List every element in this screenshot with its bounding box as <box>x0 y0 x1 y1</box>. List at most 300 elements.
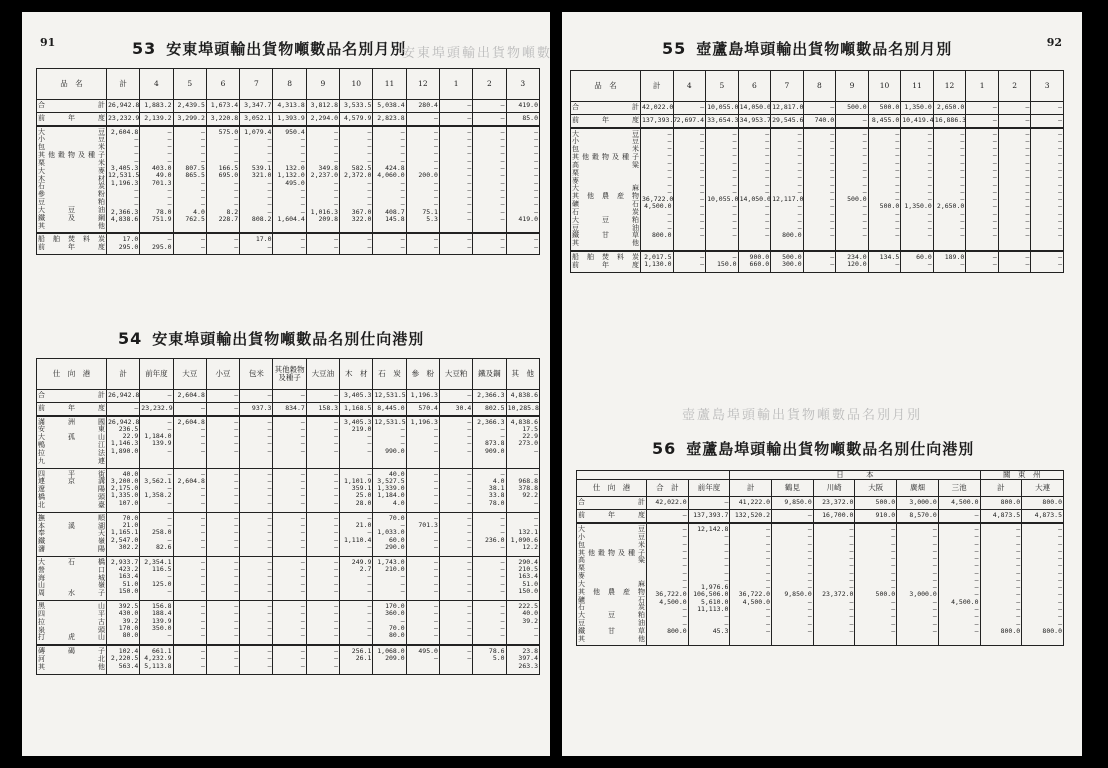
table-54 <box>36 358 540 675</box>
row-label: 滿 洲 國 安 東 大 孤 山 鴨 江 拉 法 九 連 <box>37 416 107 468</box>
table-cell: 3,405.3 219.0 — — — <box>340 416 373 468</box>
table-cell: — 295.0 <box>140 233 173 254</box>
table-cell: — <box>803 102 836 115</box>
table-cell: 4,873.5 <box>980 510 1022 523</box>
table-cell: 2,604.8 — — — — <box>173 416 206 468</box>
bleed-through-text: 安東埠頭輸出貨物噸數 <box>402 46 553 61</box>
table-cell: 33,654.3 <box>706 114 739 127</box>
table-cell: 392.5 430.0 39.2 170.0 80.0 <box>107 601 140 646</box>
group-header-cell: 關 東 州 <box>980 471 1064 480</box>
table-cell: 800.0 <box>980 497 1022 510</box>
table-cell: 2,604.8 — — — — 3,405.3 12,531.5 1,196.3 — — — 2,366.3 4,838.6 <box>107 126 140 234</box>
table-cell: — — — — — <box>306 512 339 556</box>
table-cell: 1,196.3 <box>406 390 439 403</box>
column-header: 2 <box>473 69 506 100</box>
table-cell: 2,439.5 <box>173 100 206 113</box>
table-cell: — <box>1031 114 1064 127</box>
table-cell: 4,838.6 17.5 22.9 273.0 — <box>506 416 539 468</box>
table-title-text: 安東埠頭輸出貨物噸數品名別仕向港別 <box>152 330 425 348</box>
table-cell: 8,570.0 <box>897 510 939 523</box>
column-header: 9 <box>836 71 869 102</box>
column-header: 前年度 <box>688 480 730 497</box>
row-label: 大 豆 小 豆 包 米 其他穀物及種子 高 粱 栗 麥 大 麻 其他農産物 礦 石 石 炭 大 豆 粕 豆 油 鐵 甘 草 其 他 <box>577 523 647 646</box>
table-cell: 16,700.0 <box>813 510 855 523</box>
table-row <box>37 233 540 254</box>
table-cell: — — — — — — — — — 36,722.0 4,500.0 — — — 800.0 <box>641 128 674 251</box>
right-page <box>562 12 1082 756</box>
table-cell: 78.6 5.0 <box>473 645 506 674</box>
table-cell: 1,196.3 — — — — <box>406 416 439 468</box>
column-header: 大阪 <box>855 480 897 497</box>
column-header: 3 <box>1031 71 1064 102</box>
table-cell: — — — — — — — — — — — — — <box>473 126 506 234</box>
column-header: 10 <box>340 69 373 100</box>
table-cell: 85.0 <box>506 112 539 125</box>
table-cell: — <box>439 112 472 125</box>
row-label: 大 石 橋 營 口 海 城 山 嶺 周 水 子 <box>37 556 107 600</box>
column-header: 包米 <box>240 359 273 390</box>
row-label: 合 計 <box>37 390 107 403</box>
table-cell: 170.0 360.0 — 70.0 80.0 <box>373 601 406 646</box>
table-cell: 500.0 <box>855 497 897 510</box>
table-cell: — — — — — <box>406 468 439 512</box>
column-header: 計 <box>107 69 140 100</box>
column-header: 大豆油 <box>306 359 339 390</box>
column-header: 計 <box>641 71 674 102</box>
page-number: 91 <box>40 36 56 49</box>
table-cell: 3,533.5 <box>340 100 373 113</box>
column-header: 大豆粕 <box>439 359 472 390</box>
table-cell: — — — — — — — — — — 2,650.0 — — — — <box>933 128 966 251</box>
table-cell: — — — — — — 200.0 — — — — 75.1 5.3 <box>406 126 439 234</box>
table-cell: — — — — — <box>206 468 239 512</box>
table-cell: 834.7 <box>273 402 306 415</box>
table-row <box>37 126 540 234</box>
table-cell: — — — — — <box>306 601 339 646</box>
column-header: 鐵及鋼 <box>473 359 506 390</box>
table-cell: — — — — — <box>439 512 472 556</box>
table-row <box>37 390 540 403</box>
table-cell: 70.0 21.0 1,165.1 2,547.0 302.2 <box>107 512 140 556</box>
table-cell: 10,419.4 <box>901 114 934 127</box>
table-cell: — — <box>273 233 306 254</box>
table-cell: — — — — — <box>273 556 306 600</box>
table-cell: — — — — — — — — — 14,050.0 — — — — — <box>738 128 771 251</box>
table-cell: 2,823.8 <box>373 112 406 125</box>
column-header: 鶴見 <box>772 480 814 497</box>
table-cell: — 1,101.9 359.1 25.0 28.0 <box>340 468 373 512</box>
table-56-title <box>652 438 974 459</box>
column-header: 12 <box>933 71 966 102</box>
table-cell: 3,405.3 <box>340 390 373 403</box>
table-cell: 910.0 <box>855 510 897 523</box>
table-cell: 495.0 — <box>406 645 439 674</box>
table-cell: — — — — — <box>473 601 506 646</box>
column-header: 11 <box>373 69 406 100</box>
table-cell: 42,022.0 <box>647 497 689 510</box>
table-cell: 3,299.2 <box>173 112 206 125</box>
table-cell: 900.0 660.0 <box>738 251 771 272</box>
table-cell: 23,232.9 <box>107 112 140 125</box>
column-header: 參 粉 <box>406 359 439 390</box>
table-cell: — — — — — <box>206 512 239 556</box>
table-cell: 3,347.7 <box>240 100 273 113</box>
table-cell: 2,366.3 <box>473 390 506 403</box>
table-cell: — <box>107 402 140 415</box>
column-header: 三池 <box>938 480 980 497</box>
table-cell: — — — — — 807.5 865.5 — — — — 4.0 762.5 <box>173 126 206 234</box>
table-cell: — <box>439 390 472 403</box>
table-cell: — — — — — — — — — — — — — — — <box>998 128 1031 251</box>
table-cell: 2,017.5 1,130.0 <box>641 251 674 272</box>
table-cell: — 3,562.1 — 1,358.2 — <box>140 468 173 512</box>
table-cell: 9,850.0 <box>772 497 814 510</box>
table-number: 56 <box>652 439 677 458</box>
column-header: 大豆 <box>173 359 206 390</box>
column-header: 品 名 <box>37 69 107 100</box>
row-label: 前 年 度 <box>571 114 641 127</box>
table-cell: — — — — — <box>306 468 339 512</box>
table-number: 53 <box>132 39 157 58</box>
table-56 <box>576 470 1064 646</box>
table-cell: — <box>966 102 999 115</box>
table-cell: 2,604.8 <box>173 390 206 403</box>
row-label: 合 計 <box>577 497 647 510</box>
header-row <box>37 359 540 390</box>
header-row <box>37 69 540 100</box>
table-cell: — — — — — <box>173 512 206 556</box>
table-cell: — — — — — <box>273 416 306 468</box>
table-cell: — — — — — <box>439 601 472 646</box>
table-cell: 4,500.0 <box>938 497 980 510</box>
table-cell: — 21.0 — 1,110.4 — <box>340 512 373 556</box>
column-header: 前年度 <box>140 359 173 390</box>
column-header: 9 <box>306 69 339 100</box>
page-number: 92 <box>1046 36 1062 49</box>
table-title-text: 壺蘆島埠頭輸出貨物噸數品名別仕向港別 <box>686 440 975 458</box>
table-cell: 1,883.2 <box>140 100 173 113</box>
table-cell: — — 1,184.0 139.9 — <box>140 416 173 468</box>
table-cell: — 4.0 38.1 33.8 78.0 <box>473 468 506 512</box>
table-cell: 2,139.2 <box>140 112 173 125</box>
column-header: 仕 向 港 <box>577 480 647 497</box>
table-cell: — — — — — 424.8 4,060.0 — — — — 408.7 145.8 <box>373 126 406 234</box>
table-cell: — <box>647 510 689 523</box>
row-label: 前 年 度 <box>37 402 107 415</box>
table-cell: — <box>688 497 730 510</box>
table-cell: — — — <box>273 645 306 674</box>
column-header: 3 <box>506 69 539 100</box>
table-cell: 3,052.1 <box>240 112 273 125</box>
table-cell: 16,886.3 <box>933 114 966 127</box>
table-cell: — — — — — <box>439 468 472 512</box>
column-header: 12 <box>406 69 439 100</box>
table-cell: — — — — — — — — — — — — — — — <box>966 128 999 251</box>
table-cell: 290.4 210.5 163.4 51.0 150.0 <box>506 556 539 600</box>
table-cell: — — — — — <box>340 601 373 646</box>
table-cell: 500.0 300.0 <box>771 251 804 272</box>
table-cell: 661.1 4,232.9 5,113.8 <box>140 645 173 674</box>
table-cell: 8,445.0 <box>373 402 406 415</box>
table-cell: — — <box>406 233 439 254</box>
table-row <box>37 468 540 512</box>
table-cell: — — <box>206 233 239 254</box>
table-cell: 575.0 — — — — 166.5 695.0 — — — — 8.2 228.7 <box>206 126 239 234</box>
table-cell: — <box>473 112 506 125</box>
table-cell: — — — — — — — — — — — — 419.0 <box>506 126 539 234</box>
row-label: 船舶焚料炭 前 年 度 <box>571 251 641 272</box>
table-cell: — 701.3 — — — <box>406 512 439 556</box>
table-cell: 40.0 3,200.0 2,175.0 1,335.0 107.0 <box>107 468 140 512</box>
table-cell: — — <box>173 233 206 254</box>
table-cell: 3,812.8 <box>306 100 339 113</box>
table-cell: 12,531.5 <box>373 390 406 403</box>
table-row <box>577 510 1064 523</box>
table-cell: — — — — — <box>206 601 239 646</box>
table-row <box>37 112 540 125</box>
table-cell: 23,372.0 <box>813 497 855 510</box>
row-label: 合 計 <box>571 102 641 115</box>
column-header: 8 <box>803 71 836 102</box>
table-cell: — <box>240 390 273 403</box>
table-row <box>37 601 540 646</box>
table-cell: — — <box>998 251 1031 272</box>
table-cell: — — — — — <box>406 601 439 646</box>
table-cell: 3,000.0 <box>897 497 939 510</box>
table-cell: 8,455.0 <box>868 114 901 127</box>
table-cell: 500.0 <box>868 102 901 115</box>
row-label: 磚 碣 子 河 北 其 他 <box>37 645 107 674</box>
table-cell: 4,313.8 <box>273 100 306 113</box>
column-header: 計 <box>730 480 772 497</box>
table-row <box>577 497 1064 510</box>
row-label: 撫 順 本 溪 湖 奉 天 鐵 嶺 瀋 陽 <box>37 512 107 556</box>
table-53-title <box>132 38 406 59</box>
table-54-title <box>118 328 424 349</box>
table-cell: 2,294.0 <box>306 112 339 125</box>
column-header: 7 <box>240 69 273 100</box>
table-cell: — — — — — — — — — — 1,350.0 — — — — <box>901 128 934 251</box>
table-cell: 102.4 2,220.5 563.4 <box>107 645 140 674</box>
table-cell: 500.0 <box>836 102 869 115</box>
table-cell: 26,942.8 236.5 22.9 1,146.3 1,890.0 <box>107 416 140 468</box>
table-number: 54 <box>118 329 143 348</box>
table-cell: — — — — — <box>473 556 506 600</box>
column-header: 合 計 <box>647 480 689 497</box>
table-cell: — <box>206 390 239 403</box>
table-cell: — — — — — <box>173 601 206 646</box>
table-row <box>571 251 1064 272</box>
table-cell: — <box>1031 102 1064 115</box>
column-header: 其 他 <box>506 359 539 390</box>
table-title-text: 安東埠頭輸出貨物噸數品名別月別 <box>166 40 407 58</box>
table-cell: — <box>140 390 173 403</box>
table-row <box>571 128 1064 251</box>
table-cell: — — — <box>173 645 206 674</box>
table-cell: — — — — — — — — — 9,850.0 — — — — — <box>772 523 814 646</box>
table-cell: — — — — — — — — — 500.0 — — — — — <box>855 523 897 646</box>
table-cell: 4,579.9 <box>340 112 373 125</box>
table-cell: 158.3 <box>306 402 339 415</box>
table-cell: 802.5 <box>473 402 506 415</box>
table-cell: — — — — — <box>206 556 239 600</box>
table-cell: 2,366.3 — — 873.8 909.0 <box>473 416 506 468</box>
table-cell: — <box>673 102 706 115</box>
column-header: 大連 <box>1022 480 1064 497</box>
table-cell: 570.4 <box>406 402 439 415</box>
table-cell: — — — — — — — — — 10,055.0 — — — — — <box>706 128 739 251</box>
column-header: 6 <box>206 69 239 100</box>
column-header: 10 <box>868 71 901 102</box>
table-cell: 2,933.7 423.2 163.4 51.0 150.0 <box>107 556 140 600</box>
column-header: 5 <box>173 69 206 100</box>
table-cell: — <box>966 114 999 127</box>
table-cell: 4,873.5 <box>1022 510 1064 523</box>
table-cell: 2,697.4 <box>673 114 706 127</box>
table-cell: — — — — — <box>240 556 273 600</box>
row-label: 船舶焚料炭 前 年 度 <box>37 233 107 254</box>
table-cell: — — — — — — — — — — 500.0 — — — — <box>868 128 901 251</box>
table-cell: 800.0 <box>1022 497 1064 510</box>
column-header: 仕 向 港 <box>37 359 107 390</box>
column-header: 4 <box>140 69 173 100</box>
table-cell: — — — — — 349.8 2,237.0 — — — — 1,016.3 209.8 <box>306 126 339 234</box>
table-55 <box>570 70 1064 273</box>
table-cell: — — — — — <box>240 512 273 556</box>
table-cell: — — — — — <box>240 416 273 468</box>
table-cell: 60.0 — <box>901 251 934 272</box>
table-cell: — — <box>1031 251 1064 272</box>
table-53 <box>36 68 540 255</box>
table-cell: 70.0 — 1,033.0 60.0 290.0 <box>373 512 406 556</box>
table-cell: — — — — — <box>240 468 273 512</box>
table-cell: — <box>306 390 339 403</box>
table-cell: 132,520.2 <box>730 510 772 523</box>
table-cell: 3,220.8 <box>206 112 239 125</box>
table-cell: — — 132.1 1,090.6 12.2 <box>506 512 539 556</box>
table-cell: 137,393.7 <box>688 510 730 523</box>
column-header: 4 <box>673 71 706 102</box>
table-cell: 222.5 40.0 39.2 — — <box>506 601 539 646</box>
row-label: 黑 山 四 平 拉 古 泉 頭 打 虎 山 <box>37 601 107 646</box>
table-row <box>37 100 540 113</box>
table-row <box>37 512 540 556</box>
column-header: 品 名 <box>571 71 641 102</box>
column-header: 11 <box>901 71 934 102</box>
table-cell: — — — — — <box>173 556 206 600</box>
table-cell: — — 258.0 — 82.6 <box>140 512 173 556</box>
table-cell: 2,650.0 <box>933 102 966 115</box>
table-cell: — — — — — — — — — 36,722.0 4,500.0 — — — 800.0 <box>647 523 689 646</box>
table-cell: — — — — — — — — — — — — — — — <box>673 128 706 251</box>
table-cell: — — — — — — — — — 500.0 — — — — — <box>836 128 869 251</box>
table-row <box>37 416 540 468</box>
table-cell: — — — — — — — — — 12,117.0 — — — — 800.0 <box>771 128 804 251</box>
table-cell: 1,168.5 <box>340 402 373 415</box>
table-cell: 234.0 120.0 <box>836 251 869 272</box>
table-cell: 29,545.6 <box>771 114 804 127</box>
table-cell: 14,050.0 <box>738 102 771 115</box>
table-cell: 1,673.4 <box>206 100 239 113</box>
table-cell: — — — — — — — — — 3,000.0 — — — — — <box>897 523 939 646</box>
column-header: 2 <box>998 71 1031 102</box>
table-cell: 2,354.1 116.5 — 125.0 — <box>140 556 173 600</box>
table-cell: 26,942.8 <box>107 100 140 113</box>
table-cell: 137,393.7 <box>641 114 674 127</box>
column-header: 7 <box>771 71 804 102</box>
header-cell <box>577 471 730 480</box>
table-cell: — — <box>673 251 706 272</box>
table-cell: 1,393.9 <box>273 112 306 125</box>
table-cell: — — <box>439 645 472 674</box>
table-cell: — — <box>306 233 339 254</box>
column-header: 其他穀物及種子 <box>273 359 306 390</box>
table-cell: — — — — — — — — — — 4,500.0 — — — — <box>938 523 980 646</box>
table-cell: 256.1 26.1 <box>340 645 373 674</box>
table-cell: 740.0 <box>803 114 836 127</box>
table-cell: — — — — — <box>273 512 306 556</box>
table-cell: — — — <box>240 645 273 674</box>
table-cell: 950.4 — — — — 132.0 1,132.0 495.0 — — — — 1,604.4 <box>273 126 306 234</box>
header-row <box>577 480 1064 497</box>
table-cell: 41,222.0 <box>730 497 772 510</box>
table-cell: 189.0 — <box>933 251 966 272</box>
table-cell: — <box>772 510 814 523</box>
table-cell: 156.8 188.4 139.9 350.0 — <box>140 601 173 646</box>
table-cell: — 2,604.8 — — — <box>173 468 206 512</box>
column-header: 川崎 <box>813 480 855 497</box>
column-header: 1 <box>966 71 999 102</box>
column-header: 5 <box>706 71 739 102</box>
table-cell: — <box>206 402 239 415</box>
table-cell: 26,942.8 <box>107 390 140 403</box>
table-cell: — — — — — <box>306 556 339 600</box>
left-page <box>22 12 553 756</box>
table-cell: — <box>173 402 206 415</box>
table-number: 55 <box>662 39 687 58</box>
table-cell: 249.9 2.7 — — — <box>340 556 373 600</box>
column-header: 小豆 <box>206 359 239 390</box>
table-cell: — — — — — <box>273 468 306 512</box>
column-header: 計 <box>980 480 1022 497</box>
table-cell: — — — <box>306 645 339 674</box>
table-cell: — — <box>506 233 539 254</box>
table-cell: 17.0 — <box>240 233 273 254</box>
bleed-through-text: 壺蘆島埠頭輸出貨物噸數品名別月別 <box>682 408 923 423</box>
row-label: 大 豆 小 豆 包 米 其他穀物及種子 高 粱 栗 麥 大 麻 其他農産物 礦 石 石 炭 大 豆 粕 豆 油 鐵 甘 草 其 他 <box>571 128 641 251</box>
table-cell: — <box>439 100 472 113</box>
group-header-row <box>577 471 1064 480</box>
table-cell: — <box>473 100 506 113</box>
table-cell: — <box>273 390 306 403</box>
table-cell: 419.0 <box>506 100 539 113</box>
table-cell: — — — — — <box>406 556 439 600</box>
table-cell: — — — — — <box>240 601 273 646</box>
table-cell: — — <box>473 233 506 254</box>
column-header: 8 <box>273 69 306 100</box>
row-label: 合 計 <box>37 100 107 113</box>
table-cell: — — — — — — — — — — — — — — — <box>803 128 836 251</box>
table-cell: — — — — — — — — — 23,372.0 — — — — — <box>813 523 855 646</box>
table-cell: 937.3 <box>240 402 273 415</box>
table-row <box>37 556 540 600</box>
table-cell: 1,079.4 — — — — 539.1 321.0 — — — — — 808.2 <box>240 126 273 234</box>
table-cell: — — — — — <box>439 556 472 600</box>
table-cell: 1,068.0 209.0 <box>373 645 406 674</box>
table-cell: — — <box>439 233 472 254</box>
table-cell: 4,838.6 <box>506 390 539 403</box>
table-cell: — — <box>803 251 836 272</box>
